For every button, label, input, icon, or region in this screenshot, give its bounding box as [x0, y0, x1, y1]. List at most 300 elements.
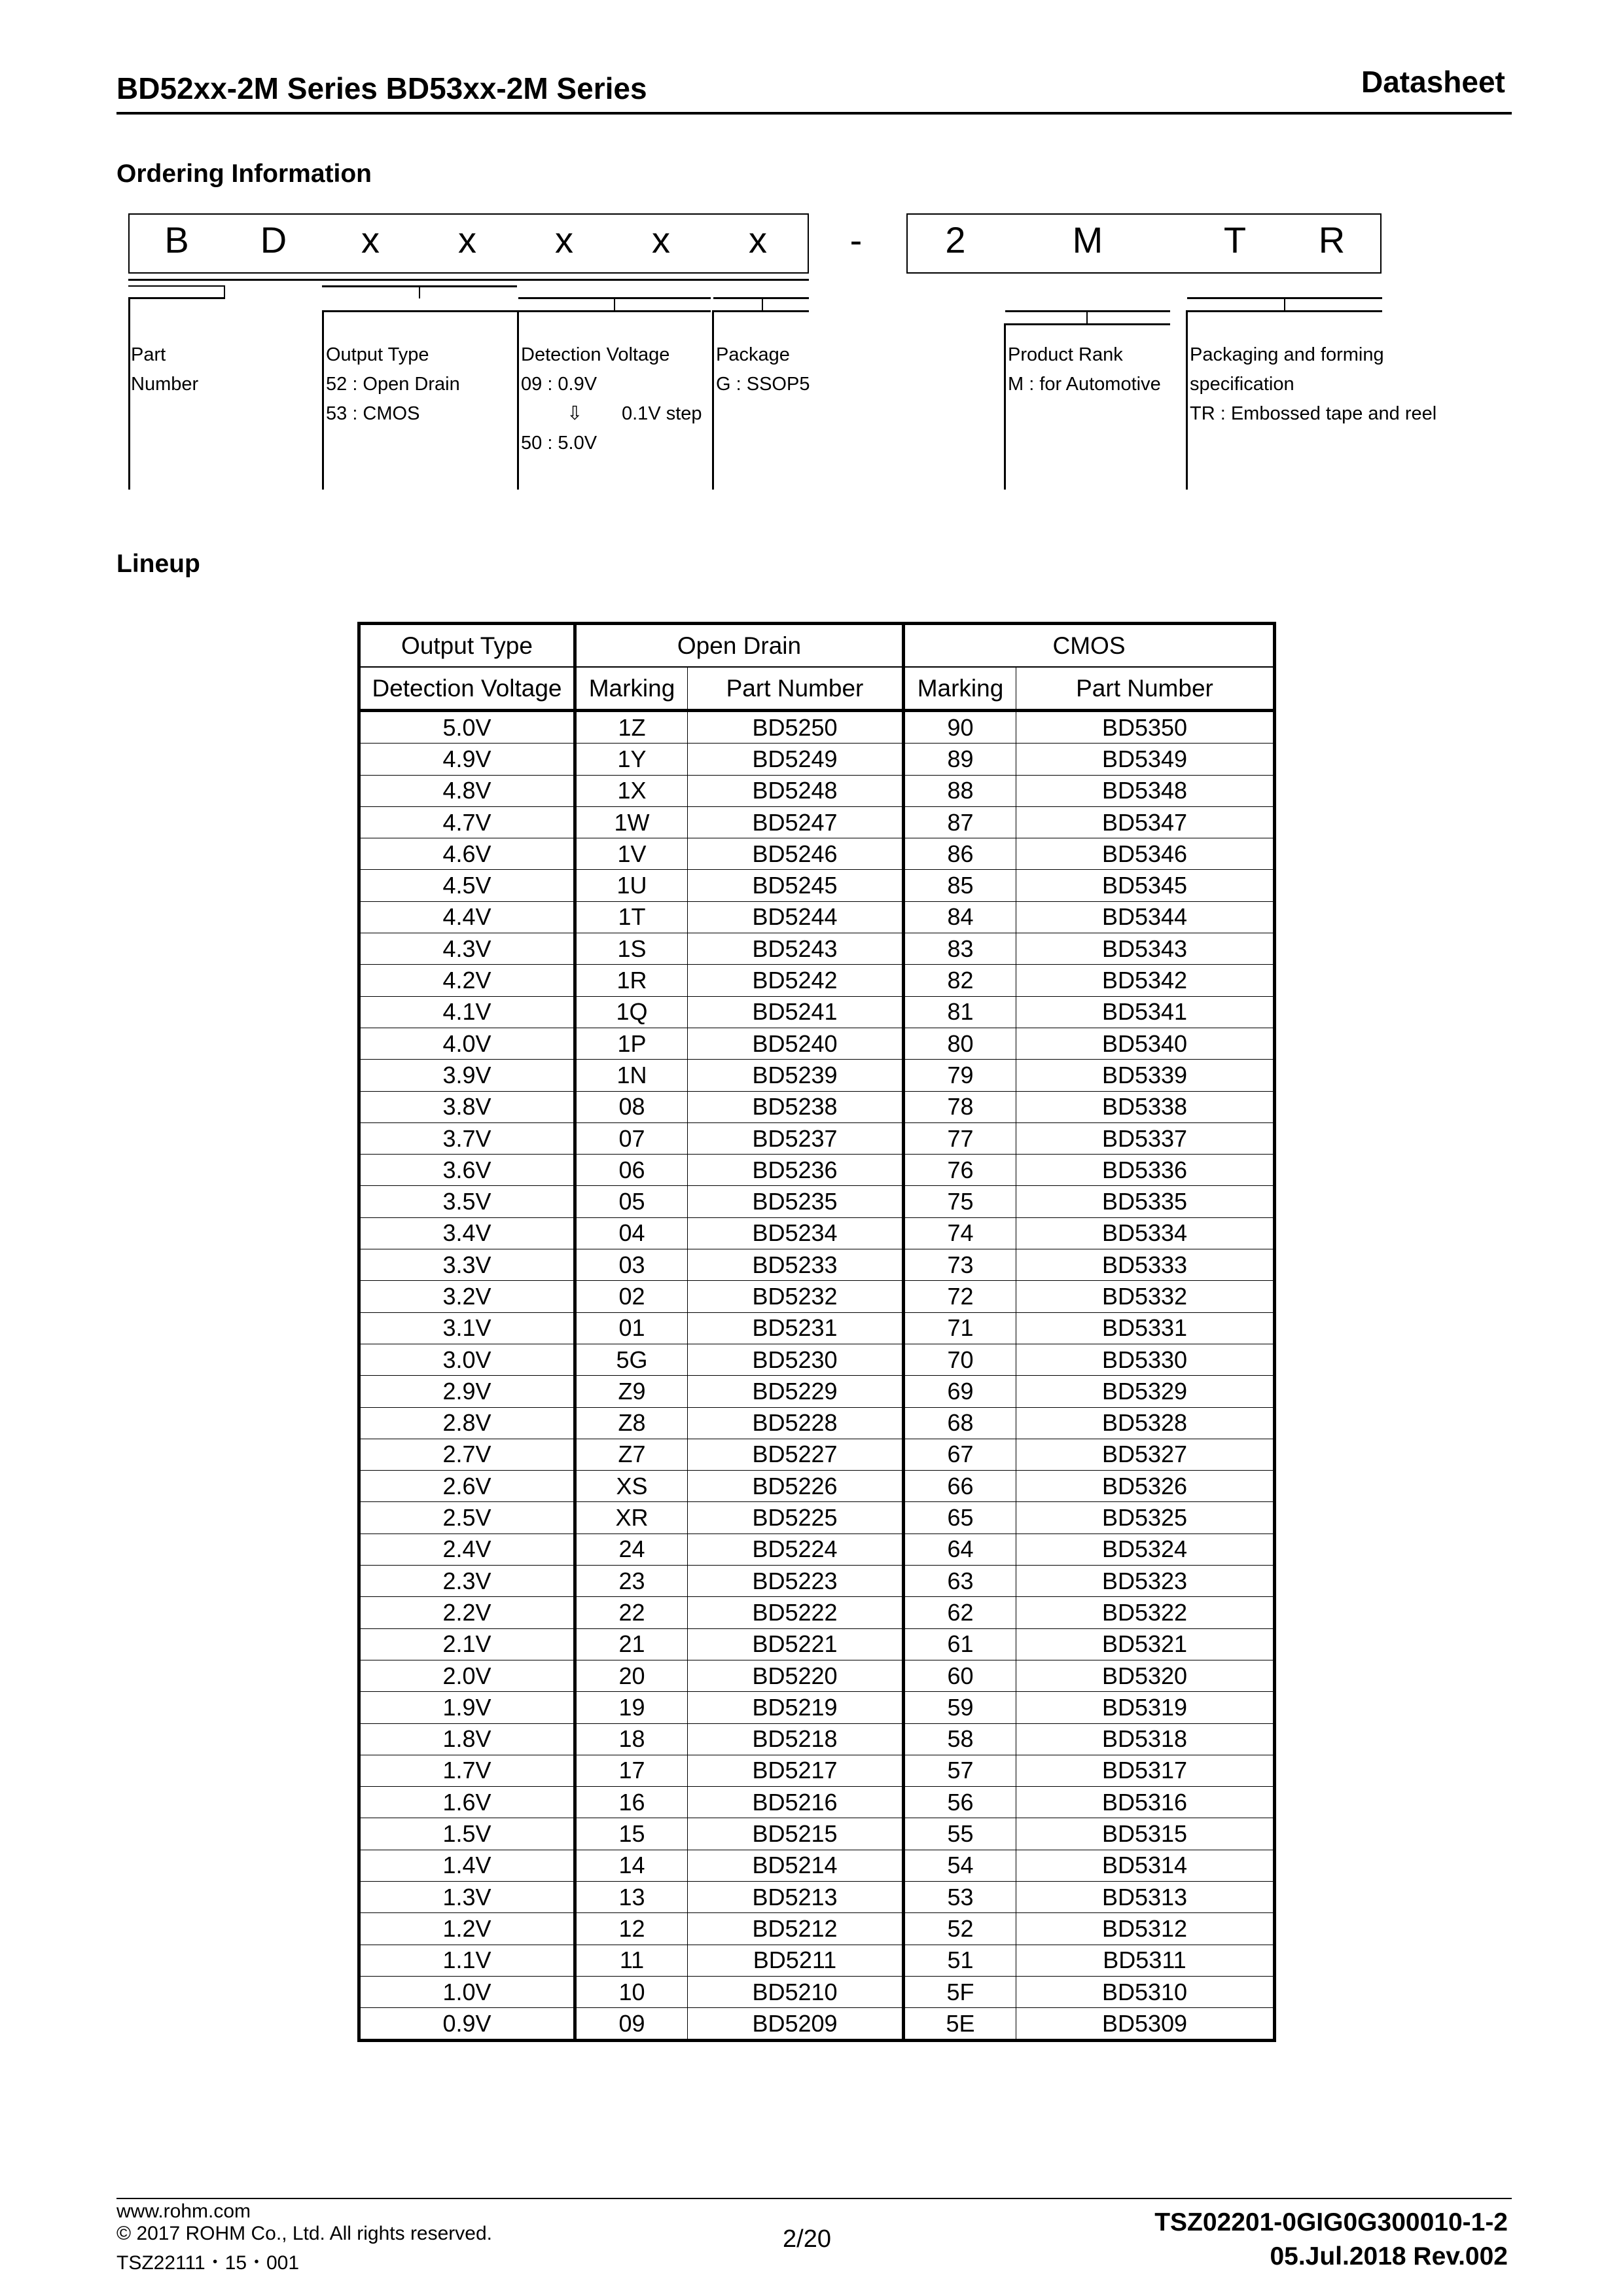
header-part-number-cmos: Part Number [1016, 667, 1275, 711]
code-char-6: x [652, 219, 670, 260]
header-detection-voltage: Detection Voltage [359, 667, 575, 711]
detection-voltage-cell: 0.9V [359, 2008, 575, 2041]
part-number-od-cell: BD5228 [688, 1407, 904, 1439]
detection-voltage-cell: 2.7V [359, 1439, 575, 1470]
detection-voltage-cell: 1.0V [359, 1976, 575, 2007]
part-number-od-cell: BD5249 [688, 744, 904, 775]
part-number-od-cell: BD5223 [688, 1566, 904, 1597]
table-row [359, 1217, 1275, 1249]
bracket-package [713, 297, 809, 299]
marking-od-cell: 1Y [575, 744, 688, 775]
part-number-cmos-cell: BD5321 [1016, 1628, 1275, 1660]
table-row [359, 1439, 1275, 1470]
detection-voltage-cell: 1.7V [359, 1755, 575, 1786]
part-number-cmos-cell: BD5338 [1016, 1091, 1275, 1122]
part-number-cmos-cell: BD5342 [1016, 965, 1275, 996]
part-number-od-cell: BD5212 [688, 1913, 904, 1945]
marking-od-cell: 02 [575, 1281, 688, 1312]
marking-cmos-cell: 55 [904, 1818, 1016, 1850]
table-row [359, 838, 1275, 870]
detection-voltage-cell: 1.4V [359, 1850, 575, 1881]
marking-cmos-cell: 5F [904, 1976, 1016, 2007]
part-number-od-cell: BD5240 [688, 1028, 904, 1059]
marking-cmos-cell: 78 [904, 1091, 1016, 1122]
detect-vline [517, 310, 519, 490]
marking-od-cell: 24 [575, 1534, 688, 1565]
field-detection-voltage: Detection Voltage 09 : 0.9V ⇩ 0.1V step 50 : 5.0V [521, 344, 702, 454]
detection-voltage-cell: 3.8V [359, 1091, 575, 1122]
suffix-char-4: R [1318, 219, 1346, 260]
header-part-number-od: Part Number [688, 667, 904, 711]
marking-cmos-cell: 85 [904, 870, 1016, 901]
part-number-od-cell: BD5221 [688, 1628, 904, 1660]
marking-cmos-cell: 72 [904, 1281, 1016, 1312]
detection-voltage-cell: 4.3V [359, 933, 575, 965]
detection-voltage-cell: 4.1V [359, 996, 575, 1028]
part-number-od-cell: BD5233 [688, 1249, 904, 1281]
marking-od-cell: 14 [575, 1850, 688, 1881]
marking-od-cell: 1N [575, 1060, 688, 1091]
header-marking-cmos: Marking [904, 667, 1016, 711]
part-number-cmos-cell: BD5314 [1016, 1850, 1275, 1881]
table-row [359, 1281, 1275, 1312]
marking-od-cell: 1R [575, 965, 688, 996]
part-number-od-cell: BD5231 [688, 1312, 904, 1344]
marking-cmos-cell: 52 [904, 1913, 1016, 1945]
detection-voltage-cell: 3.3V [359, 1249, 575, 1281]
marking-od-cell: 16 [575, 1787, 688, 1818]
marking-cmos-cell: 65 [904, 1502, 1016, 1534]
marking-od-cell: 23 [575, 1566, 688, 1597]
table-row [359, 806, 1275, 838]
part-number-cmos-cell: BD5337 [1016, 1122, 1275, 1154]
marking-od-cell: 07 [575, 1122, 688, 1154]
doc-number: TSZ02201-0GIG0G300010-1-2 [1154, 2208, 1508, 2236]
detection-voltage-cell: 1.5V [359, 1818, 575, 1850]
marking-od-cell: 1U [575, 870, 688, 901]
marking-cmos-cell: 54 [904, 1850, 1016, 1881]
footer-rule [116, 2198, 1512, 2199]
marking-od-cell: 1Q [575, 996, 688, 1028]
part-number-cmos-cell: BD5345 [1016, 870, 1275, 901]
header-marking-od: Marking [575, 667, 688, 711]
table-row [359, 1597, 1275, 1628]
marking-od-cell: 22 [575, 1597, 688, 1628]
part-number-cmos-cell: BD5313 [1016, 1881, 1275, 1912]
marking-cmos-cell: 79 [904, 1060, 1016, 1091]
marking-cmos-cell: 84 [904, 901, 1016, 933]
part-number-cmos-cell: BD5324 [1016, 1534, 1275, 1565]
marking-cmos-cell: 69 [904, 1376, 1016, 1407]
part-number-od-cell: BD5248 [688, 775, 904, 806]
marking-od-cell: 10 [575, 1976, 688, 2007]
part-number-cmos-cell: BD5310 [1016, 1976, 1275, 2007]
part-number-od-cell: BD5227 [688, 1439, 904, 1470]
code-char-7: x [749, 219, 767, 260]
lineup-body [359, 711, 1275, 2041]
marking-od-cell: XS [575, 1471, 688, 1502]
table-row [359, 1945, 1275, 1976]
part-number-cmos-cell: BD5339 [1016, 1060, 1275, 1091]
table-row [359, 1787, 1275, 1818]
part-number-cmos-cell: BD5317 [1016, 1755, 1275, 1786]
table-row [359, 1723, 1275, 1755]
detection-voltage-cell: 4.2V [359, 965, 575, 996]
marking-cmos-cell: 53 [904, 1881, 1016, 1912]
marking-od-cell: 1X [575, 775, 688, 806]
detection-voltage-cell: 1.9V [359, 1692, 575, 1723]
part-number-od-cell: BD5213 [688, 1881, 904, 1912]
rank-vline [1004, 323, 1006, 490]
marking-cmos-cell: 62 [904, 1597, 1016, 1628]
code-dash: - [849, 219, 863, 260]
detection-voltage-cell: 1.3V [359, 1881, 575, 1912]
marking-od-cell: 1Z [575, 711, 688, 744]
part-number-cmos-cell: BD5326 [1016, 1471, 1275, 1502]
table-row [359, 1850, 1275, 1881]
marking-cmos-cell: 74 [904, 1217, 1016, 1249]
marking-cmos-cell: 75 [904, 1186, 1016, 1217]
page-number: 2/20 [783, 2225, 831, 2253]
table-row [359, 2008, 1275, 2041]
marking-od-cell: 08 [575, 1091, 688, 1122]
marking-od-cell: 1T [575, 901, 688, 933]
detection-voltage-cell: 4.9V [359, 744, 575, 775]
part-number-cmos-cell: BD5316 [1016, 1787, 1275, 1818]
ordering-heading: Ordering Information [116, 160, 372, 188]
marking-od-cell: 5G [575, 1344, 688, 1375]
marking-cmos-cell: 56 [904, 1787, 1016, 1818]
part-number-od-cell: BD5239 [688, 1060, 904, 1091]
table-row [359, 1122, 1275, 1154]
marking-od-cell: Z8 [575, 1407, 688, 1439]
marking-od-cell: XR [575, 1502, 688, 1534]
code-underline [128, 279, 809, 281]
detection-voltage-cell: 2.0V [359, 1660, 575, 1691]
document-type: Datasheet [1361, 65, 1505, 99]
part-number-od-cell: BD5241 [688, 996, 904, 1028]
marking-od-cell: 01 [575, 1312, 688, 1344]
table-row [359, 933, 1275, 965]
part-number-cmos-cell: BD5340 [1016, 1028, 1275, 1059]
detection-voltage-cell: 3.6V [359, 1155, 575, 1186]
output-vline [322, 310, 324, 490]
detection-voltage-cell: 1.6V [359, 1787, 575, 1818]
suffix-char-2: M [1072, 219, 1103, 260]
table-row [359, 775, 1275, 806]
marking-od-cell: 17 [575, 1755, 688, 1786]
field-packaging: Packaging and forming specification TR : Embossed tape and reel [1190, 344, 1437, 424]
document-title: BD52xx-2M Series BD53xx-2M Series [116, 71, 647, 105]
part-number-od-cell: BD5215 [688, 1818, 904, 1850]
marking-cmos-cell: 61 [904, 1628, 1016, 1660]
marking-cmos-cell: 59 [904, 1692, 1016, 1723]
marking-cmos-cell: 58 [904, 1723, 1016, 1755]
part-number-od-cell: BD5236 [688, 1155, 904, 1186]
field-output-type: Output Type 52 : Open Drain 53 : CMOS [326, 344, 460, 424]
part-number-cmos-cell: BD5327 [1016, 1439, 1275, 1470]
detection-voltage-cell: 1.2V [359, 1913, 575, 1945]
part-number-cmos-cell: BD5333 [1016, 1249, 1275, 1281]
marking-cmos-cell: 71 [904, 1312, 1016, 1344]
part-number-cmos-cell: BD5343 [1016, 933, 1275, 965]
table-row [359, 996, 1275, 1028]
bracket-part [128, 285, 225, 287]
detection-voltage-cell: 5.0V [359, 711, 575, 744]
part-number-od-cell: BD5243 [688, 933, 904, 965]
detection-voltage-cell: 2.8V [359, 1407, 575, 1439]
part-number-od-cell: BD5219 [688, 1692, 904, 1723]
marking-cmos-cell: 81 [904, 996, 1016, 1028]
part-number-od-cell: BD5218 [688, 1723, 904, 1755]
part-number-cmos-cell: BD5346 [1016, 838, 1275, 870]
table-row [359, 1407, 1275, 1439]
part-number-od-cell: BD5210 [688, 1976, 904, 2007]
table-row [359, 1913, 1275, 1945]
table-row [359, 711, 1275, 744]
part-number-od-cell: BD5226 [688, 1471, 904, 1502]
part-number-cmos-cell: BD5323 [1016, 1566, 1275, 1597]
detection-voltage-cell: 2.9V [359, 1376, 575, 1407]
table-row [359, 1881, 1275, 1912]
part-number-cmos-cell: BD5341 [1016, 996, 1275, 1028]
part-number-cmos-cell: BD5330 [1016, 1344, 1275, 1375]
marking-od-cell: 13 [575, 1881, 688, 1912]
marking-od-cell: 11 [575, 1945, 688, 1976]
part-number-cmos-cell: BD5348 [1016, 775, 1275, 806]
part-number-od-cell: BD5220 [688, 1660, 904, 1691]
header-output-type: Output Type [359, 624, 575, 668]
marking-od-cell: 15 [575, 1818, 688, 1850]
detection-voltage-cell: 3.9V [359, 1060, 575, 1091]
part-number-cmos-cell: BD5335 [1016, 1186, 1275, 1217]
table-row [359, 1471, 1275, 1502]
detection-voltage-cell: 3.1V [359, 1312, 575, 1344]
suffix-char-3: T [1223, 219, 1247, 260]
detection-voltage-cell: 1.8V [359, 1723, 575, 1755]
marking-cmos-cell: 64 [904, 1534, 1016, 1565]
part-number-od-cell: BD5229 [688, 1376, 904, 1407]
marking-cmos-cell: 51 [904, 1945, 1016, 1976]
table-row [359, 1692, 1275, 1723]
part-number-od-cell: BD5244 [688, 901, 904, 933]
marking-od-cell: 20 [575, 1660, 688, 1691]
marking-od-cell: 1S [575, 933, 688, 965]
part-number-od-cell: BD5222 [688, 1597, 904, 1628]
marking-cmos-cell: 70 [904, 1344, 1016, 1375]
part-number-cmos-cell: BD5349 [1016, 744, 1275, 775]
table-row [359, 1566, 1275, 1597]
packaging-vline [1186, 310, 1188, 490]
marking-cmos-cell: 76 [904, 1155, 1016, 1186]
part-number-od-cell: BD5232 [688, 1281, 904, 1312]
marking-cmos-cell: 90 [904, 711, 1016, 744]
marking-cmos-cell: 77 [904, 1122, 1016, 1154]
table-row [359, 1755, 1275, 1786]
table-row [359, 1028, 1275, 1059]
table-row [359, 870, 1275, 901]
date-revision: 05.Jul.2018 Rev.002 [1270, 2242, 1508, 2270]
part-number-od-cell: BD5245 [688, 870, 904, 901]
detection-voltage-cell: 3.7V [359, 1122, 575, 1154]
detection-voltage-cell: 3.2V [359, 1281, 575, 1312]
marking-cmos-cell: 88 [904, 775, 1016, 806]
table-row [359, 1249, 1275, 1281]
table-row [359, 1060, 1275, 1091]
marking-od-cell: 05 [575, 1186, 688, 1217]
table-row [359, 1312, 1275, 1344]
table-row [359, 1376, 1275, 1407]
code-char-3: x [361, 219, 380, 260]
header-cmos: CMOS [904, 624, 1275, 668]
marking-od-cell: 12 [575, 1913, 688, 1945]
part-number-cmos-cell: BD5315 [1016, 1818, 1275, 1850]
table-row [359, 1628, 1275, 1660]
field-package: Package G : SSOP5 [716, 344, 810, 395]
table-row [359, 1534, 1275, 1565]
table-row [359, 965, 1275, 996]
part-number-od-cell: BD5216 [688, 1787, 904, 1818]
part-number-od-cell: BD5211 [688, 1945, 904, 1976]
part-number-cmos-cell: BD5344 [1016, 901, 1275, 933]
marking-od-cell: 09 [575, 2008, 688, 2041]
lineup-heading: Lineup [116, 550, 200, 578]
part-number-od-cell: BD5209 [688, 2008, 904, 2041]
header-rule [116, 112, 1512, 115]
part-number-od-cell: BD5247 [688, 806, 904, 838]
marking-cmos-cell: 5E [904, 2008, 1016, 2041]
part-number-od-cell: BD5235 [688, 1186, 904, 1217]
detection-voltage-cell: 2.1V [359, 1628, 575, 1660]
code-char-4: x [458, 219, 476, 260]
table-row [359, 1502, 1275, 1534]
marking-od-cell: Z7 [575, 1439, 688, 1470]
bracket-rank [1005, 310, 1170, 312]
part-number-cmos-cell: BD5309 [1016, 2008, 1275, 2041]
part-number-cmos-cell: BD5322 [1016, 1597, 1275, 1628]
detection-voltage-cell: 3.5V [359, 1186, 575, 1217]
lineup-table [357, 622, 1276, 2042]
marking-cmos-cell: 83 [904, 933, 1016, 965]
marking-od-cell: 18 [575, 1723, 688, 1755]
table-row [359, 1091, 1275, 1122]
part-number-cmos-cell: BD5331 [1016, 1312, 1275, 1344]
header-open-drain: Open Drain [575, 624, 904, 668]
marking-od-cell: 04 [575, 1217, 688, 1249]
table-row [359, 1818, 1275, 1850]
footer-website[interactable]: www.rohm.com [116, 2200, 251, 2222]
marking-od-cell: 06 [575, 1155, 688, 1186]
detection-voltage-cell: 4.0V [359, 1028, 575, 1059]
down-arrow-icon: ⇩ [567, 403, 583, 424]
part-number-cmos-cell: BD5334 [1016, 1217, 1275, 1249]
table-row [359, 744, 1275, 775]
table-row [359, 1976, 1275, 2007]
marking-od-cell: 19 [575, 1692, 688, 1723]
table-row [359, 1155, 1275, 1186]
part-number-cmos-cell: BD5325 [1016, 1502, 1275, 1534]
code-char-1: B [164, 219, 189, 260]
marking-od-cell: Z9 [575, 1376, 688, 1407]
marking-od-cell: 1W [575, 806, 688, 838]
marking-cmos-cell: 68 [904, 1407, 1016, 1439]
table-row [359, 901, 1275, 933]
marking-cmos-cell: 80 [904, 1028, 1016, 1059]
table-row [359, 1660, 1275, 1691]
marking-od-cell: 1P [575, 1028, 688, 1059]
marking-cmos-cell: 66 [904, 1471, 1016, 1502]
marking-cmos-cell: 57 [904, 1755, 1016, 1786]
part-number-cmos-cell: BD5350 [1016, 711, 1275, 744]
detection-voltage-cell: 2.4V [359, 1534, 575, 1565]
marking-cmos-cell: 63 [904, 1566, 1016, 1597]
part-number-od-cell: BD5225 [688, 1502, 904, 1534]
detection-voltage-cell: 2.5V [359, 1502, 575, 1534]
detection-voltage-cell: 3.0V [359, 1344, 575, 1375]
part-number-cmos-cell: BD5311 [1016, 1945, 1275, 1976]
detection-voltage-cell: 2.6V [359, 1471, 575, 1502]
part-number-od-cell: BD5237 [688, 1122, 904, 1154]
detection-voltage-cell: 4.8V [359, 775, 575, 806]
marking-od-cell: 1V [575, 838, 688, 870]
suffix-char-1: 2 [945, 219, 966, 260]
detection-voltage-cell: 4.7V [359, 806, 575, 838]
part-number-cmos-cell: BD5328 [1016, 1407, 1275, 1439]
detection-voltage-cell: 2.3V [359, 1566, 575, 1597]
part-number-od-cell: BD5246 [688, 838, 904, 870]
part-vline [128, 297, 130, 490]
footer-copyright: © 2017 ROHM Co., Ltd. All rights reserved. [116, 2223, 492, 2244]
detection-voltage-cell: 3.4V [359, 1217, 575, 1249]
marking-cmos-cell: 86 [904, 838, 1016, 870]
marking-cmos-cell: 89 [904, 744, 1016, 775]
detection-voltage-cell: 2.2V [359, 1597, 575, 1628]
part-number-cmos-cell: BD5320 [1016, 1660, 1275, 1691]
marking-cmos-cell: 73 [904, 1249, 1016, 1281]
code-char-5: x [555, 219, 573, 260]
part-number-od-cell: BD5242 [688, 965, 904, 996]
code-char-2: D [260, 219, 287, 260]
part-number-cmos-cell: BD5319 [1016, 1692, 1275, 1723]
part-number-od-cell: BD5224 [688, 1534, 904, 1565]
field-part-label: Part Number [131, 344, 199, 395]
table-row [359, 1186, 1275, 1217]
part-number-cmos-cell: BD5336 [1016, 1155, 1275, 1186]
marking-cmos-cell: 82 [904, 965, 1016, 996]
part-number-od-cell: BD5230 [688, 1344, 904, 1375]
table-row [359, 1344, 1275, 1375]
marking-cmos-cell: 87 [904, 806, 1016, 838]
part-number-cmos-cell: BD5312 [1016, 1913, 1275, 1945]
part-number-od-cell: BD5217 [688, 1755, 904, 1786]
part-number-cmos-cell: BD5318 [1016, 1723, 1275, 1755]
part-number-od-cell: BD5250 [688, 711, 904, 744]
detection-voltage-cell: 1.1V [359, 1945, 575, 1976]
part-number-od-cell: BD5234 [688, 1217, 904, 1249]
field-product-rank: Product Rank M : for Automotive [1008, 344, 1161, 395]
part-number-cmos-cell: BD5347 [1016, 806, 1275, 838]
detection-voltage-cell: 4.4V [359, 901, 575, 933]
part-number-cmos-cell: BD5329 [1016, 1376, 1275, 1407]
package-vline [712, 310, 714, 490]
marking-cmos-cell: 60 [904, 1660, 1016, 1691]
part-number-od-cell: BD5238 [688, 1091, 904, 1122]
footer-form-code: TSZ22111・15・001 [116, 2252, 300, 2274]
detection-voltage-cell: 4.5V [359, 870, 575, 901]
marking-cmos-cell: 67 [904, 1439, 1016, 1470]
marking-od-cell: 21 [575, 1628, 688, 1660]
part-number-cmos-cell: BD5332 [1016, 1281, 1275, 1312]
